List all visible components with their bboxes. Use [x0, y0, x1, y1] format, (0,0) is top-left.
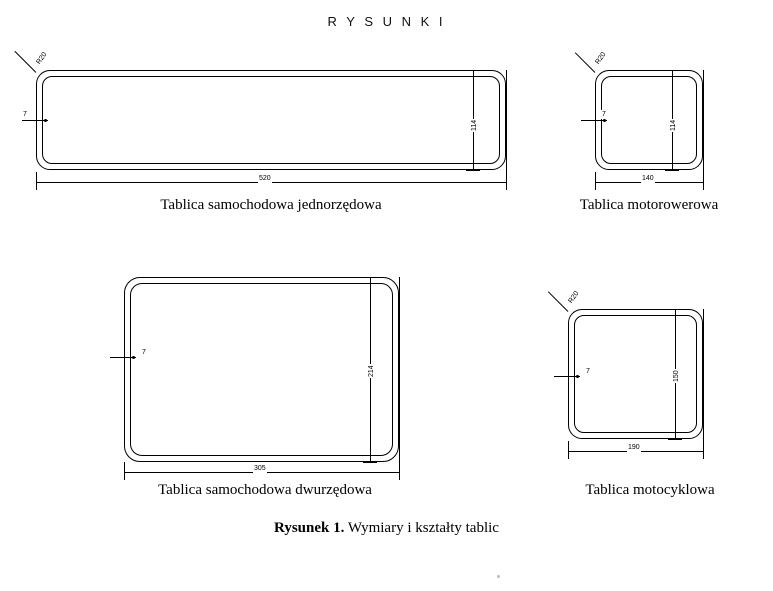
- width-dimension-label: 305: [254, 465, 266, 472]
- height-dim-tick-top: [665, 70, 679, 71]
- width-dim-tick-right: [703, 70, 704, 190]
- plate-inner-border: [601, 76, 697, 164]
- border-width-point: [44, 119, 47, 122]
- border-width-point: [132, 356, 135, 359]
- plate-inner-border: [130, 283, 393, 456]
- width-dimension-label: 140: [642, 175, 654, 182]
- width-dim-tick-left: [595, 172, 596, 190]
- corner-radius-leader: [575, 52, 596, 73]
- width-dim-tick-right: [703, 309, 704, 459]
- figure-caption-text: Wymiary i kształty tablic: [344, 520, 499, 536]
- corner-radius-label: R20: [35, 51, 49, 66]
- plate-moped: [595, 70, 703, 170]
- height-dimension-label: 214: [368, 365, 375, 377]
- height-dim-tick-bottom: [363, 462, 377, 463]
- height-dim-tick-top: [363, 277, 377, 278]
- width-dim-tick-right: [399, 277, 400, 480]
- border-width-label: 7: [142, 349, 146, 356]
- width-dimension-label: 520: [259, 175, 271, 182]
- page-header: R Y S U N K I: [327, 14, 446, 29]
- corner-radius-leader: [548, 291, 569, 312]
- border-width-label: 7: [602, 111, 606, 118]
- height-dim-tick-top: [668, 309, 682, 310]
- figure-caption: [0, 520, 773, 537]
- height-dimension-label: 114: [471, 119, 478, 131]
- width-dim-tick-left: [568, 441, 569, 459]
- plate-car-double-row: [124, 277, 399, 462]
- height-dimension-label: 114: [670, 119, 677, 131]
- height-dim-tick-top: [466, 70, 480, 71]
- figure-caption-number: Rysunek 1.: [274, 520, 345, 536]
- height-dim-tick-bottom: [665, 170, 679, 171]
- plate-car-single-row: [36, 70, 506, 170]
- border-width-label: 7: [586, 368, 590, 375]
- border-width-point: [576, 375, 579, 378]
- width-dimension-label: 190: [628, 444, 640, 451]
- width-dim-tick-left: [36, 172, 37, 190]
- caption-moped: Tablica motorowerowa: [579, 197, 719, 213]
- corner-radius-label: R20: [567, 290, 581, 305]
- page-speck: [497, 575, 500, 578]
- border-width-label: 7: [23, 111, 27, 118]
- height-dim-tick-bottom: [668, 439, 682, 440]
- width-dim-tick-right: [506, 70, 507, 190]
- caption-car-single-row: Tablica samochodowa jednorzędowa: [160, 197, 382, 213]
- height-dimension-label: 150: [673, 370, 680, 382]
- height-dim-tick-bottom: [466, 170, 480, 171]
- plate-inner-border: [42, 76, 500, 164]
- caption-motorcycle: Tablica motocyklowa: [585, 482, 715, 498]
- caption-car-double-row: Tablica samochodowa dwurzędowa: [158, 482, 372, 498]
- width-dim-tick-left: [124, 462, 125, 480]
- corner-radius-label: R20: [594, 51, 608, 66]
